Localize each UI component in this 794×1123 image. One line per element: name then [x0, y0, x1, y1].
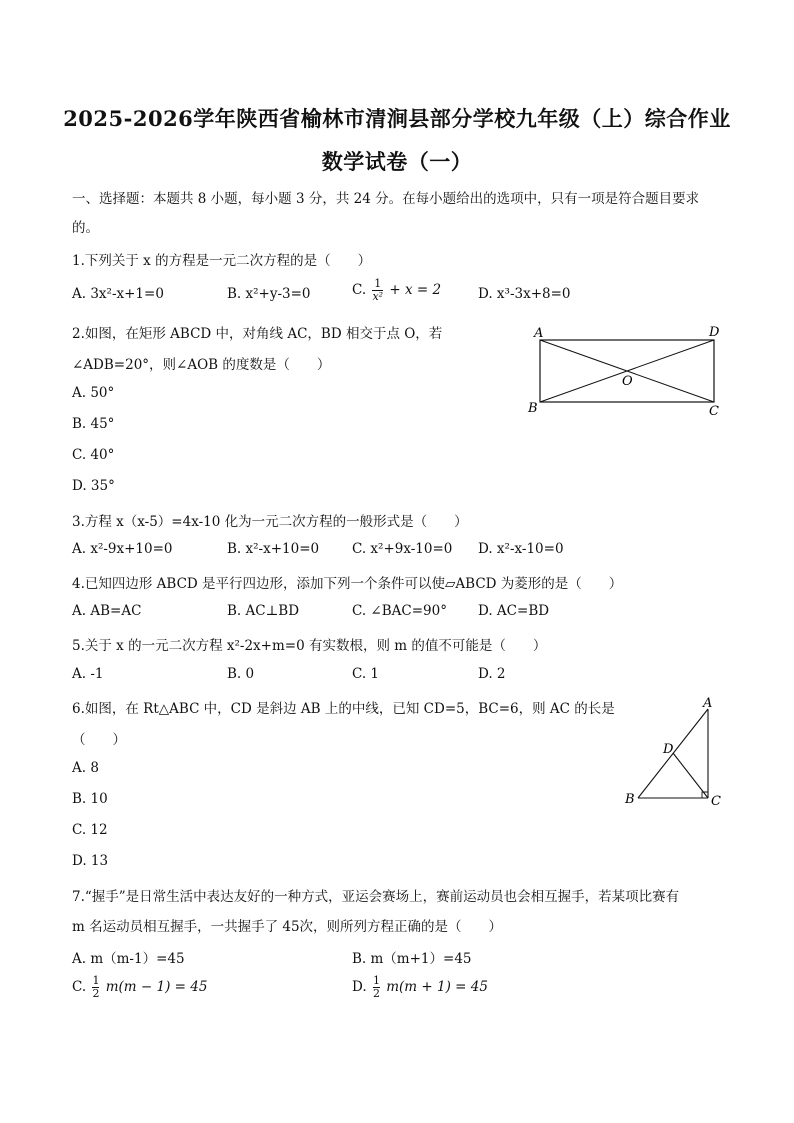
q7-option-c-fraction — [92, 975, 99, 1000]
q4-option-b: B. AC⊥BD — [227, 603, 300, 619]
label-a: A — [703, 696, 713, 711]
q3-option-d: D. x²-x-10=0 — [478, 541, 564, 557]
exam-title-line1: 2025-2026学年陕西省榆林市清涧县部分学校九年级（上）综合作业 — [63, 106, 731, 131]
q1-option-c-denominator: x² — [372, 290, 384, 303]
q1-option-d: D. x³-3x+8=0 — [478, 286, 571, 302]
q5-option-b: B. 0 — [227, 666, 255, 682]
q2-option-a: A. 50° — [72, 385, 115, 401]
q5-stem: 5.关于 x 的一元二次方程 x²-2x+m=0 有实数根，则 m 的值不可能是（ ） — [72, 638, 547, 654]
q7-option-c — [72, 975, 207, 1000]
q6-option-d: D. 13 — [72, 853, 109, 869]
q7-option-d-numerator: 1 — [372, 974, 380, 987]
q2-option-d: D. 35° — [72, 478, 115, 494]
q5-option-c: C. 1 — [352, 666, 380, 682]
q7-option-d-fraction — [373, 975, 380, 1000]
q7-option-d — [352, 975, 488, 1000]
q1-option-a: A. 3x²-x+1=0 — [72, 286, 164, 302]
q2-stem-line1: 2.如图，在矩形 ABCD 中，对角线 AC，BD 相交于点 O，若 — [72, 326, 443, 342]
q3-option-a: A. x²-9x+10=0 — [72, 541, 173, 557]
median-cd — [673, 753, 708, 798]
q2-option-b: B. 45° — [72, 416, 115, 432]
q1-option-c-numerator: 1 — [374, 277, 382, 290]
q3-option-c: C. x²+9x-10=0 — [352, 541, 453, 557]
label-c: C — [709, 404, 719, 419]
q1-stem: 1.下列关于 x 的方程是一元二次方程的是（ ） — [72, 253, 372, 269]
q1-option-c-label: C. — [352, 282, 367, 298]
exam-title-line2: 数学试卷（一） — [321, 149, 473, 174]
q6-option-b: B. 10 — [72, 791, 108, 807]
q4-option-c: C. ∠BAC=90° — [352, 603, 447, 619]
q5-option-d: D. 2 — [478, 666, 506, 682]
label-c: C — [711, 794, 721, 809]
label-d: D — [663, 742, 674, 757]
q4-stem: 4.已知四边形 ABCD 是平行四边形，添加下列一个条件可以使▱ABCD 为菱形的是（ ） — [72, 576, 623, 592]
label-b: B — [625, 792, 635, 807]
q6-triangle-figure — [620, 695, 730, 810]
label-d: D — [709, 325, 720, 340]
q6-option-a: A. 8 — [72, 760, 99, 776]
q1-option-c-rest: + x = 2 — [389, 282, 442, 298]
q1-option-c — [352, 278, 441, 303]
q7-option-b: B. m（m+1）=45 — [352, 951, 472, 967]
q1-option-b: B. x²+y-3=0 — [227, 286, 311, 302]
q7-option-d-denominator: 2 — [372, 987, 380, 1000]
q3-option-b: B. x²-x+10=0 — [227, 541, 320, 557]
q7-option-c-numerator: 1 — [92, 974, 100, 987]
q7-option-c-denominator: 2 — [92, 987, 100, 1000]
section-heading-cont: 的。 — [72, 220, 99, 236]
q6-stem-line1: 6.如图，在 Rt△ABC 中，CD 是斜边 AB 上的中线，已知 CD=5，BC=6，则 AC 的长是 — [72, 701, 615, 717]
q3-stem: 3.方程 x（x-5）=4x-10 化为一元二次方程的一般形式是（ ） — [72, 514, 468, 530]
q7-stem-line2: m 名运动员相互握手，一共握手了 45次，则所列方程正确的是（ ） — [72, 919, 503, 935]
q4-option-d: D. AC=BD — [478, 603, 550, 619]
q7-option-d-rest: m(m + 1) = 45 — [386, 979, 488, 995]
q7-option-c-rest: m(m − 1) = 45 — [105, 979, 208, 995]
q4-option-a: A. AB=AC — [72, 603, 142, 619]
q7-option-a: A. m（m-1）=45 — [72, 951, 185, 967]
q2-option-c: C. 40° — [72, 447, 115, 463]
label-b: B — [528, 401, 538, 416]
label-a: A — [534, 326, 544, 341]
q5-option-a: A. -1 — [72, 666, 104, 682]
q6-option-c: C. 12 — [72, 822, 108, 838]
q1-option-c-fraction — [372, 278, 383, 303]
label-o: O — [622, 374, 633, 389]
q7-option-c-label: C. — [72, 979, 87, 995]
q6-stem-line2: （ ） — [72, 732, 126, 748]
q2-rectangle-figure — [520, 320, 730, 420]
section-heading: 一、选择题：本题共 8 小题，每小题 3 分，共 24 分。在每小题给出的选项中，只有一项是符合题目要求 — [72, 191, 700, 207]
q7-option-d-label: D. — [352, 979, 367, 995]
q7-stem-line1: 7.“握手”是日常生活中表达友好的一种方式，亚运会赛场上，赛前运动员也会相互握手，若某项比赛有 — [72, 889, 680, 905]
q2-stem-line2: ∠ADB=20°，则∠AOB 的度数是（ ） — [72, 357, 331, 373]
